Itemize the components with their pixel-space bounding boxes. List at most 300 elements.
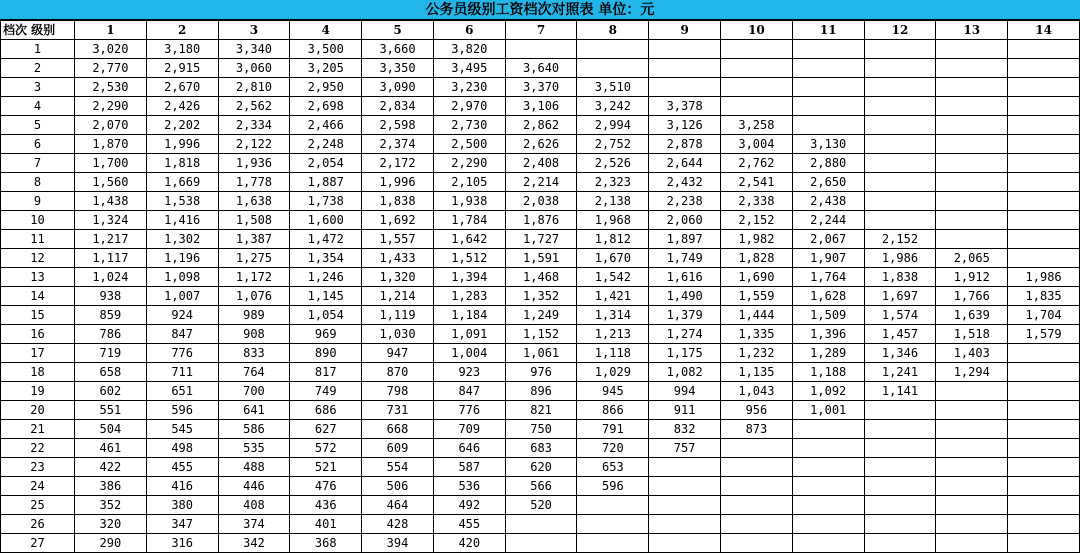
- salary-cell: 1,118: [577, 344, 649, 363]
- salary-cell: 1,213: [577, 325, 649, 344]
- empty-cell: [864, 439, 936, 458]
- salary-cell: 1,907: [792, 249, 864, 268]
- tier-cell: 26: [1, 515, 75, 534]
- empty-cell: [577, 515, 649, 534]
- salary-cell: 1,574: [864, 306, 936, 325]
- tier-cell: 8: [1, 173, 75, 192]
- salary-cell: 1,117: [75, 249, 147, 268]
- empty-cell: [864, 135, 936, 154]
- salary-cell: 2,038: [505, 192, 577, 211]
- salary-cell: 1,738: [290, 192, 362, 211]
- empty-cell: [1008, 363, 1080, 382]
- empty-cell: [792, 116, 864, 135]
- table-row: [1, 344, 1080, 363]
- salary-cell: 1,812: [577, 230, 649, 249]
- salary-cell: 1,119: [362, 306, 434, 325]
- salary-cell: 1,387: [218, 230, 290, 249]
- empty-cell: [1008, 496, 1080, 515]
- salary-cell: 1,468: [505, 268, 577, 287]
- salary-cell: 1,302: [146, 230, 218, 249]
- salary-cell: 1,354: [290, 249, 362, 268]
- table-row: [1, 363, 1080, 382]
- salary-cell: 3,180: [146, 40, 218, 59]
- table-row: [1, 78, 1080, 97]
- empty-cell: [721, 515, 793, 534]
- empty-cell: [864, 420, 936, 439]
- salary-cell: 320: [75, 515, 147, 534]
- salary-cell: 749: [290, 382, 362, 401]
- salary-cell: 2,338: [721, 192, 793, 211]
- empty-cell: [1008, 401, 1080, 420]
- salary-cell: 1,249: [505, 306, 577, 325]
- salary-cell: 3,378: [649, 97, 721, 116]
- salary-cell: 1,600: [290, 211, 362, 230]
- empty-cell: [1008, 192, 1080, 211]
- salary-cell: 401: [290, 515, 362, 534]
- table-row: [1, 439, 1080, 458]
- salary-cell: 3,660: [362, 40, 434, 59]
- salary-cell: 446: [218, 477, 290, 496]
- empty-cell: [721, 496, 793, 515]
- tier-cell: 24: [1, 477, 75, 496]
- empty-cell: [936, 458, 1008, 477]
- table-row: [1, 59, 1080, 78]
- salary-cell: 1,394: [433, 268, 505, 287]
- salary-cell: 545: [146, 420, 218, 439]
- tier-cell: 6: [1, 135, 75, 154]
- table-row: [1, 515, 1080, 534]
- salary-cell: 1,670: [577, 249, 649, 268]
- salary-cell: 2,670: [146, 78, 218, 97]
- salary-cell: 1,628: [792, 287, 864, 306]
- salary-cell: 1,784: [433, 211, 505, 230]
- salary-cell: 420: [433, 534, 505, 553]
- table-row: [1, 306, 1080, 325]
- salary-cell: 1,697: [864, 287, 936, 306]
- salary-cell: 1,092: [792, 382, 864, 401]
- salary-cell: 3,130: [792, 135, 864, 154]
- salary-cell: 945: [577, 382, 649, 401]
- salary-cell: 1,172: [218, 268, 290, 287]
- salary-cell: 506: [362, 477, 434, 496]
- salary-cell: 1,704: [1008, 306, 1080, 325]
- salary-cell: 1,512: [433, 249, 505, 268]
- salary-cell: 3,060: [218, 59, 290, 78]
- salary-cell: 896: [505, 382, 577, 401]
- column-header-level: 7: [505, 21, 577, 40]
- salary-cell: 1,007: [146, 287, 218, 306]
- empty-cell: [792, 59, 864, 78]
- empty-cell: [721, 59, 793, 78]
- salary-cell: 817: [290, 363, 362, 382]
- table-row: [1, 211, 1080, 230]
- tier-cell: 25: [1, 496, 75, 515]
- salary-cell: 2,323: [577, 173, 649, 192]
- salary-cell: 2,105: [433, 173, 505, 192]
- salary-cell: 1,196: [146, 249, 218, 268]
- salary-cell: 1,091: [433, 325, 505, 344]
- empty-cell: [792, 496, 864, 515]
- salary-cell: 720: [577, 439, 649, 458]
- header-row: [1, 21, 1080, 40]
- tier-cell: 22: [1, 439, 75, 458]
- salary-cell: 1,982: [721, 230, 793, 249]
- salary-cell: 1,692: [362, 211, 434, 230]
- empty-cell: [936, 534, 1008, 553]
- empty-cell: [864, 211, 936, 230]
- salary-cell: 1,241: [864, 363, 936, 382]
- salary-cell: 3,640: [505, 59, 577, 78]
- salary-table: [0, 20, 1080, 553]
- empty-cell: [792, 420, 864, 439]
- empty-cell: [1008, 116, 1080, 135]
- empty-cell: [864, 173, 936, 192]
- empty-cell: [936, 211, 1008, 230]
- salary-cell: 1,778: [218, 173, 290, 192]
- empty-cell: [649, 78, 721, 97]
- salary-cell: 1,616: [649, 268, 721, 287]
- salary-cell: 2,067: [792, 230, 864, 249]
- salary-cell: 1,274: [649, 325, 721, 344]
- salary-cell: 923: [433, 363, 505, 382]
- column-header-level: 14: [1008, 21, 1080, 40]
- salary-cell: 1,232: [721, 344, 793, 363]
- salary-cell: 2,994: [577, 116, 649, 135]
- salary-cell: 2,138: [577, 192, 649, 211]
- salary-cell: 3,258: [721, 116, 793, 135]
- salary-cell: 1,690: [721, 268, 793, 287]
- salary-cell: 2,644: [649, 154, 721, 173]
- tier-cell: 10: [1, 211, 75, 230]
- table-row: [1, 135, 1080, 154]
- column-header-level: 5: [362, 21, 434, 40]
- salary-cell: 488: [218, 458, 290, 477]
- salary-cell: 1,996: [146, 135, 218, 154]
- salary-cell: 535: [218, 439, 290, 458]
- salary-cell: 572: [290, 439, 362, 458]
- salary-cell: 2,172: [362, 154, 434, 173]
- salary-cell: 1,188: [792, 363, 864, 382]
- salary-cell: 646: [433, 439, 505, 458]
- tier-cell: 16: [1, 325, 75, 344]
- salary-cell: 1,175: [649, 344, 721, 363]
- salary-cell: 1,043: [721, 382, 793, 401]
- column-header-level: 2: [146, 21, 218, 40]
- salary-cell: 2,248: [290, 135, 362, 154]
- salary-cell: 596: [146, 401, 218, 420]
- salary-cell: 2,152: [864, 230, 936, 249]
- salary-cell: 1,508: [218, 211, 290, 230]
- salary-cell: 2,730: [433, 116, 505, 135]
- salary-cell: 2,214: [505, 173, 577, 192]
- salary-cell: 455: [146, 458, 218, 477]
- salary-cell: 566: [505, 477, 577, 496]
- salary-cell: 464: [362, 496, 434, 515]
- salary-cell: 653: [577, 458, 649, 477]
- salary-cell: 2,541: [721, 173, 793, 192]
- salary-cell: 1,457: [864, 325, 936, 344]
- table-row: [1, 287, 1080, 306]
- salary-cell: 1,542: [577, 268, 649, 287]
- salary-cell: 3,820: [433, 40, 505, 59]
- salary-cell: 870: [362, 363, 434, 382]
- empty-cell: [864, 458, 936, 477]
- column-header-level: 12: [864, 21, 936, 40]
- salary-cell: 476: [290, 477, 362, 496]
- salary-cell: 1,324: [75, 211, 147, 230]
- salary-cell: 2,070: [75, 116, 147, 135]
- salary-cell: 3,350: [362, 59, 434, 78]
- salary-cell: 596: [577, 477, 649, 496]
- empty-cell: [649, 59, 721, 78]
- salary-cell: 683: [505, 439, 577, 458]
- salary-cell: 1,835: [1008, 287, 1080, 306]
- empty-cell: [792, 78, 864, 97]
- tier-cell: 18: [1, 363, 75, 382]
- salary-cell: 821: [505, 401, 577, 420]
- salary-cell: 455: [433, 515, 505, 534]
- salary-cell: 776: [433, 401, 505, 420]
- empty-cell: [936, 97, 1008, 116]
- salary-cell: 938: [75, 287, 147, 306]
- tier-cell: 7: [1, 154, 75, 173]
- empty-cell: [721, 534, 793, 553]
- empty-cell: [721, 40, 793, 59]
- salary-cell: 1,335: [721, 325, 793, 344]
- salary-cell: 956: [721, 401, 793, 420]
- tier-cell: 27: [1, 534, 75, 553]
- empty-cell: [1008, 420, 1080, 439]
- salary-cell: 1,024: [75, 268, 147, 287]
- tier-cell: 20: [1, 401, 75, 420]
- salary-cell: 3,340: [218, 40, 290, 59]
- empty-cell: [1008, 477, 1080, 496]
- table-row: [1, 534, 1080, 553]
- salary-cell: 1,141: [864, 382, 936, 401]
- salary-cell: 380: [146, 496, 218, 515]
- salary-cell: 368: [290, 534, 362, 553]
- column-header-level: 8: [577, 21, 649, 40]
- salary-cell: 2,862: [505, 116, 577, 135]
- salary-cell: 924: [146, 306, 218, 325]
- empty-cell: [649, 458, 721, 477]
- tier-cell: 4: [1, 97, 75, 116]
- empty-cell: [936, 59, 1008, 78]
- salary-cell: 416: [146, 477, 218, 496]
- empty-cell: [1008, 439, 1080, 458]
- salary-cell: 776: [146, 344, 218, 363]
- salary-cell: 1,509: [792, 306, 864, 325]
- salary-cell: 2,432: [649, 173, 721, 192]
- empty-cell: [936, 515, 1008, 534]
- table-row: [1, 496, 1080, 515]
- salary-cell: 1,403: [936, 344, 1008, 363]
- salary-cell: 3,090: [362, 78, 434, 97]
- empty-cell: [864, 154, 936, 173]
- tier-cell: 5: [1, 116, 75, 135]
- salary-cell: 1,591: [505, 249, 577, 268]
- salary-cell: 3,495: [433, 59, 505, 78]
- tier-cell: 9: [1, 192, 75, 211]
- salary-cell: 1,314: [577, 306, 649, 325]
- salary-cell: 520: [505, 496, 577, 515]
- salary-cell: 686: [290, 401, 362, 420]
- salary-cell: 873: [721, 420, 793, 439]
- salary-cell: 1,897: [649, 230, 721, 249]
- empty-cell: [721, 439, 793, 458]
- empty-cell: [936, 420, 1008, 439]
- empty-cell: [577, 496, 649, 515]
- table-row: [1, 325, 1080, 344]
- salary-cell: 1,579: [1008, 325, 1080, 344]
- salary-cell: 3,020: [75, 40, 147, 59]
- salary-cell: 911: [649, 401, 721, 420]
- empty-cell: [649, 40, 721, 59]
- salary-cell: 2,880: [792, 154, 864, 173]
- salary-cell: 1,639: [936, 306, 1008, 325]
- empty-cell: [577, 534, 649, 553]
- salary-cell: 2,438: [792, 192, 864, 211]
- salary-cell: 641: [218, 401, 290, 420]
- salary-cell: 757: [649, 439, 721, 458]
- column-header-level: 9: [649, 21, 721, 40]
- salary-cell: 1,764: [792, 268, 864, 287]
- salary-cell: 1,029: [577, 363, 649, 382]
- salary-cell: 1,986: [1008, 268, 1080, 287]
- salary-cell: 1,444: [721, 306, 793, 325]
- table-row: [1, 116, 1080, 135]
- empty-cell: [1008, 515, 1080, 534]
- salary-cell: 2,530: [75, 78, 147, 97]
- empty-cell: [864, 401, 936, 420]
- salary-cell: 1,184: [433, 306, 505, 325]
- empty-cell: [864, 59, 936, 78]
- empty-cell: [936, 382, 1008, 401]
- salary-cell: 1,490: [649, 287, 721, 306]
- empty-cell: [936, 401, 1008, 420]
- salary-cell: 2,500: [433, 135, 505, 154]
- empty-cell: [1008, 40, 1080, 59]
- salary-cell: 2,598: [362, 116, 434, 135]
- salary-cell: 847: [433, 382, 505, 401]
- corner-header: 档次 级别: [1, 21, 75, 40]
- empty-cell: [1008, 230, 1080, 249]
- salary-cell: 609: [362, 439, 434, 458]
- table-row: [1, 420, 1080, 439]
- empty-cell: [1008, 534, 1080, 553]
- table-row: [1, 382, 1080, 401]
- empty-cell: [721, 97, 793, 116]
- salary-cell: 750: [505, 420, 577, 439]
- salary-cell: 1,352: [505, 287, 577, 306]
- salary-cell: 3,242: [577, 97, 649, 116]
- empty-cell: [505, 534, 577, 553]
- salary-cell: 551: [75, 401, 147, 420]
- salary-cell: 1,396: [792, 325, 864, 344]
- salary-cell: 602: [75, 382, 147, 401]
- empty-cell: [792, 97, 864, 116]
- salary-cell: 1,876: [505, 211, 577, 230]
- salary-cell: 3,510: [577, 78, 649, 97]
- table-row: [1, 154, 1080, 173]
- salary-cell: 1,283: [433, 287, 505, 306]
- empty-cell: [936, 173, 1008, 192]
- salary-cell: 2,054: [290, 154, 362, 173]
- salary-cell: 290: [75, 534, 147, 553]
- salary-cell: 428: [362, 515, 434, 534]
- salary-cell: 352: [75, 496, 147, 515]
- salary-cell: 2,290: [75, 97, 147, 116]
- salary-cell: 2,770: [75, 59, 147, 78]
- salary-cell: 3,126: [649, 116, 721, 135]
- salary-cell: 1,518: [936, 325, 1008, 344]
- salary-cell: 586: [218, 420, 290, 439]
- salary-cell: 2,408: [505, 154, 577, 173]
- salary-cell: 536: [433, 477, 505, 496]
- salary-cell: 1,438: [75, 192, 147, 211]
- empty-cell: [792, 439, 864, 458]
- tier-cell: 17: [1, 344, 75, 363]
- empty-cell: [1008, 154, 1080, 173]
- salary-cell: 2,650: [792, 173, 864, 192]
- salary-cell: 1,887: [290, 173, 362, 192]
- salary-cell: 1,004: [433, 344, 505, 363]
- salary-cell: 498: [146, 439, 218, 458]
- salary-cell: 521: [290, 458, 362, 477]
- tier-cell: 1: [1, 40, 75, 59]
- column-header-level: 1: [75, 21, 147, 40]
- salary-cell: 1,938: [433, 192, 505, 211]
- salary-cell: 1,246: [290, 268, 362, 287]
- salary-cell: 1,289: [792, 344, 864, 363]
- salary-cell: 1,214: [362, 287, 434, 306]
- table-row: [1, 401, 1080, 420]
- salary-cell: 1,030: [362, 325, 434, 344]
- salary-cell: 3,205: [290, 59, 362, 78]
- column-header-level: 11: [792, 21, 864, 40]
- salary-cell: 1,135: [721, 363, 793, 382]
- salary-cell: 1,538: [146, 192, 218, 211]
- empty-cell: [577, 40, 649, 59]
- salary-cell: 3,230: [433, 78, 505, 97]
- salary-cell: 1,700: [75, 154, 147, 173]
- salary-cell: 1,638: [218, 192, 290, 211]
- table-body: [1, 40, 1080, 553]
- salary-cell: 658: [75, 363, 147, 382]
- salary-cell: 719: [75, 344, 147, 363]
- salary-cell: 627: [290, 420, 362, 439]
- column-header-level: 3: [218, 21, 290, 40]
- empty-cell: [1008, 458, 1080, 477]
- salary-cell: 2,290: [433, 154, 505, 173]
- salary-cell: 1,936: [218, 154, 290, 173]
- empty-cell: [577, 59, 649, 78]
- salary-cell: 2,374: [362, 135, 434, 154]
- salary-cell: 1,217: [75, 230, 147, 249]
- salary-cell: 731: [362, 401, 434, 420]
- table-row: [1, 192, 1080, 211]
- salary-cell: 3,004: [721, 135, 793, 154]
- salary-cell: 1,870: [75, 135, 147, 154]
- salary-cell: 2,562: [218, 97, 290, 116]
- table-row: [1, 97, 1080, 116]
- salary-cell: 1,061: [505, 344, 577, 363]
- salary-cell: 1,996: [362, 173, 434, 192]
- salary-cell: 798: [362, 382, 434, 401]
- salary-cell: 1,986: [864, 249, 936, 268]
- empty-cell: [721, 78, 793, 97]
- column-header-level: 4: [290, 21, 362, 40]
